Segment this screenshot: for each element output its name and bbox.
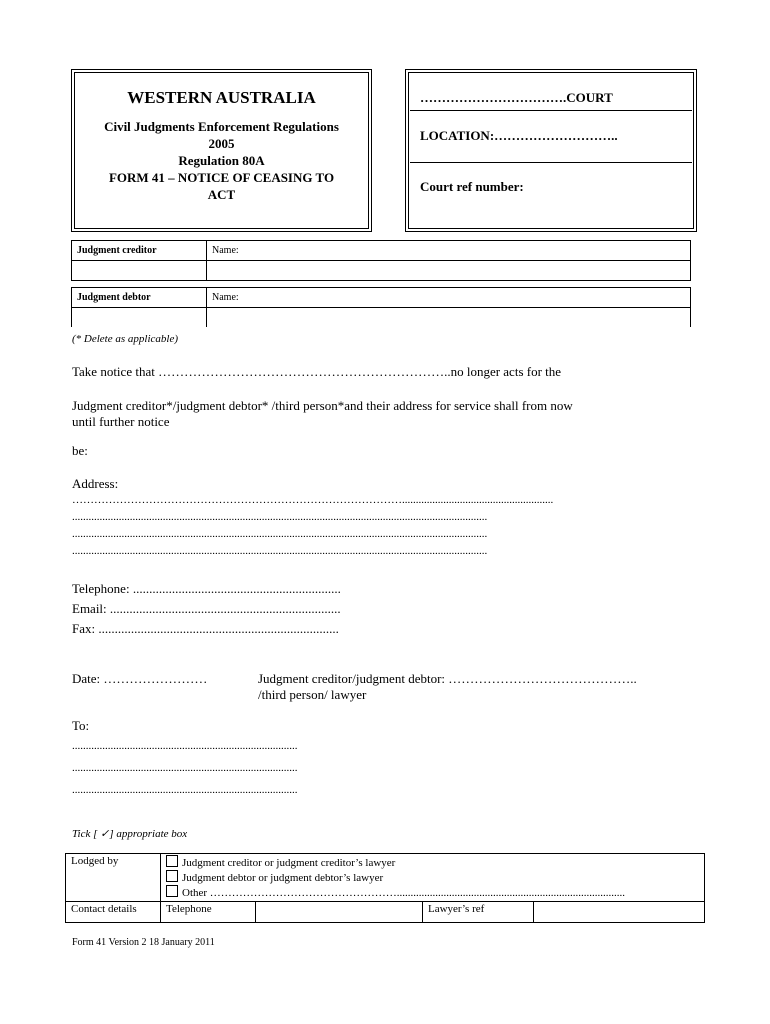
notice-line4: be: [72, 443, 88, 458]
debtor-name-field[interactable]: Name: [207, 288, 691, 308]
telephone-input[interactable] [256, 902, 423, 923]
divider [410, 162, 692, 163]
court-details-box [405, 69, 697, 232]
address-line1[interactable]: ………………………………………………………………………………....................................................... [72, 494, 554, 506]
signer-field[interactable]: Judgment creditor/judgment debtor: …………………………………….. [258, 671, 637, 686]
lodged-by-options [161, 854, 705, 902]
creditor-blank-cell [72, 261, 207, 281]
option-debtor[interactable] [166, 870, 699, 885]
debtor-label: Judgment debtor [72, 288, 207, 308]
notice-line1: Take notice that …………………………………………………………..no longer acts for the [72, 364, 562, 379]
option-creditor[interactable] [166, 855, 699, 870]
form-title-line2: ACT [207, 187, 236, 202]
signer-role: /third person/ lawyer [258, 687, 367, 702]
lawyers-ref-label: Lawyer’s ref [423, 902, 534, 923]
form-title-box [71, 69, 372, 232]
court-ref-field[interactable]: Court ref number: [420, 179, 524, 194]
regulations-title: Civil Judgments Enforcement Regulations [104, 119, 339, 134]
to-label: To: [72, 718, 90, 733]
creditor-table [71, 240, 691, 281]
creditor-label: Judgment creditor [72, 241, 207, 261]
location-field[interactable]: LOCATION:……………………….. [420, 128, 618, 143]
fax-field[interactable]: Fax: .......................................................................... [72, 621, 339, 636]
option-other[interactable] [166, 885, 691, 900]
debtor-table [71, 287, 691, 327]
court-field[interactable]: …………………………….COURT [420, 90, 613, 105]
state-heading: WESTERN AUSTRALIA [127, 88, 316, 107]
debtor-extra-field[interactable] [207, 308, 691, 328]
to-line2[interactable]: .................................................................................. [72, 762, 298, 774]
regulation-number: Regulation 80A [178, 153, 265, 168]
date-field[interactable]: Date: …………………… [72, 671, 208, 686]
lodgement-table [65, 853, 705, 923]
option-other-label: Other ……………………………………………................................................................................... [182, 887, 626, 899]
to-line1[interactable]: .................................................................................. [72, 740, 298, 752]
notice-line2: Judgment creditor*/judgment debtor* /third person*and their address for service shall from now [72, 398, 573, 413]
debtor-blank-cell [72, 308, 207, 328]
lawyers-ref-input[interactable] [534, 902, 705, 923]
form-title-line1: FORM 41 – NOTICE OF CEASING TO [108, 170, 335, 185]
telephone-label: Telephone [161, 902, 256, 923]
creditor-name-field[interactable]: Name: [207, 241, 691, 261]
address-line3[interactable]: ....................................................................................................................................................... [72, 528, 488, 540]
option-creditor-label: Judgment creditor or judgment creditor’s lawyer [182, 857, 396, 869]
address-line2[interactable]: ....................................................................................................................................................... [72, 511, 488, 523]
creditor-extra-field[interactable] [207, 261, 691, 281]
notice-line3: until further notice [72, 414, 170, 429]
telephone-field[interactable]: Telephone: ................................................................ [72, 581, 341, 596]
contact-details-label: Contact details [66, 902, 161, 923]
email-field[interactable]: Email: ....................................................................... [72, 601, 341, 616]
lodged-by-label: Lodged by [66, 854, 161, 902]
checkbox[interactable] [166, 870, 178, 882]
regulations-year: 2005 [208, 136, 235, 151]
divider [410, 110, 692, 111]
checkbox[interactable] [166, 885, 178, 897]
to-line3[interactable]: .................................................................................. [72, 784, 298, 796]
option-debtor-label: Judgment debtor or judgment debtor’s lawyer [182, 872, 384, 884]
address-line4[interactable]: ....................................................................................................................................................... [72, 545, 488, 557]
tick-note: Tick [ ✓] appropriate box [72, 828, 188, 840]
checkbox[interactable] [166, 855, 178, 867]
form-version: Form 41 Version 2 18 January 2011 [72, 937, 215, 948]
address-label: Address: [72, 476, 119, 491]
delete-note: (* Delete as applicable) [72, 333, 178, 345]
